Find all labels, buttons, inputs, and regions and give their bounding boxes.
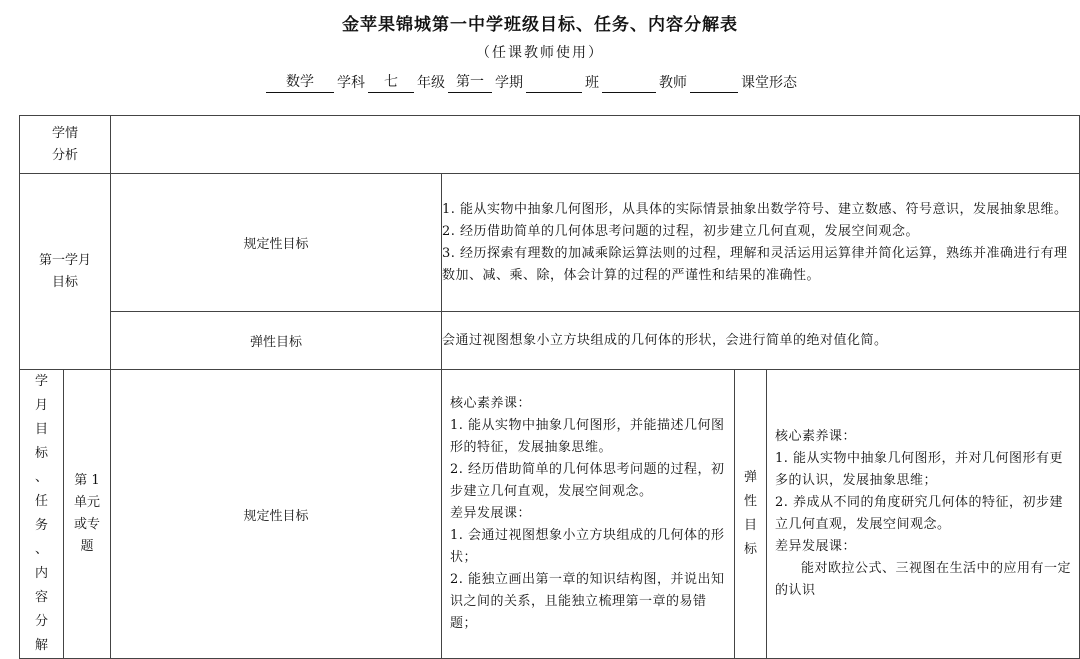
page-subtitle: （任课教师使用） xyxy=(476,45,604,61)
unit-flexible-item: 能对欧拉公式、三视图在生活中的应用有一定的认识 xyxy=(775,561,1072,598)
table-row-unit xyxy=(20,370,1080,659)
unit-mandatory-item: 1. 会通过视图想象小立方块组成的几何体的形状； xyxy=(450,528,725,565)
header-info-line xyxy=(266,71,800,93)
subject-label: 学科 xyxy=(337,75,365,91)
unit-flexible-item: 1. 能从实物中抽象几何图形，并对几何图形有更多的认识，发展抽象思维； xyxy=(775,451,1064,488)
grade-label: 年级 xyxy=(417,75,445,91)
term-flexible-content: 会通过视图想象小立方块组成的几何体的形状，会进行简单的绝对值化简。 xyxy=(442,312,1080,370)
teacher-field[interactable] xyxy=(602,92,656,93)
decomposition-table xyxy=(19,115,1080,659)
class-style-label: 课堂形态 xyxy=(741,75,797,91)
unit-label: 第 1 单元 或专 题 xyxy=(64,370,111,659)
unit-mandatory-item: 差异发展课： xyxy=(450,506,532,521)
term-mandatory-item: 2. 经历借助简单的几何体思考问题的过程，初步建立几何直观，发展空间观念。 xyxy=(442,223,920,239)
unit-mandatory-label: 规定性目标 xyxy=(111,370,442,659)
unit-mandatory-item: 2. 经历借助简单的几何体思考问题的过程，初步建立几何直观，发展空间观念。 xyxy=(450,462,725,499)
term-label: 学期 xyxy=(495,75,523,91)
situation-label: 学情 分析 xyxy=(20,116,111,174)
class-label: 班 xyxy=(585,75,599,91)
unit-flexible-item: 核心素养课： xyxy=(775,429,857,444)
class-field[interactable] xyxy=(526,92,582,93)
unit-flexible-item: 2. 养成从不同的角度研究几何体的特征，初步建立几何直观，发展空间观念。 xyxy=(775,495,1064,532)
situation-content[interactable] xyxy=(111,116,1080,174)
table-row-term-flexible xyxy=(20,312,1080,370)
unit-flexible-item: 差异发展课： xyxy=(775,539,857,554)
unit-mandatory-item: 2. 能独立画出第一章的知识结构图，并说出知识之间的关系，且能独立梳理第一章的易错题； xyxy=(450,572,725,631)
teacher-label: 教师 xyxy=(659,75,687,91)
subject-field[interactable]: 数学 xyxy=(266,72,334,93)
decomposition-label: 学 月 目 标 、 任 务 、 内 容 分 解 xyxy=(20,370,64,659)
page-title: 金苹果锦城第一中学班级目标、任务、内容分解表 xyxy=(342,15,738,35)
term-goal-label: 第一学月 目标 xyxy=(20,174,111,370)
term-mandatory-item: 3. 经历探索有理数的加减乘除运算法则的过程，理解和灵活运用运算律并简化运算，熟练并准确进行有理数加、减、乘、除，体会计算的过程的严谨性和结果的准确性。 xyxy=(442,245,1068,283)
table-row-situation xyxy=(20,116,1080,174)
unit-flexible-label: 弹 性 目 标 xyxy=(735,370,767,659)
unit-flexible-content xyxy=(767,370,1080,659)
term-flexible-label: 弹性目标 xyxy=(111,312,442,370)
unit-mandatory-item: 核心素养课： xyxy=(450,396,532,411)
grade-field[interactable]: 七 xyxy=(368,72,414,93)
table-row-term-mandatory xyxy=(20,174,1080,312)
term-mandatory-item: 1. 能从实物中抽象几何图形，从具体的实际情景抽象出数学符号、建立数感、符号意识，发展抽象思维。 xyxy=(442,201,1068,217)
class-style-field[interactable] xyxy=(690,92,738,93)
unit-mandatory-content xyxy=(442,370,735,659)
term-mandatory-label: 规定性目标 xyxy=(111,174,442,312)
term-mandatory-content xyxy=(442,174,1080,312)
unit-mandatory-item: 1. 能从实物中抽象几何图形，并能描述几何图形的特征，发展抽象思维。 xyxy=(450,418,725,455)
term-field[interactable]: 第一 xyxy=(448,72,492,93)
